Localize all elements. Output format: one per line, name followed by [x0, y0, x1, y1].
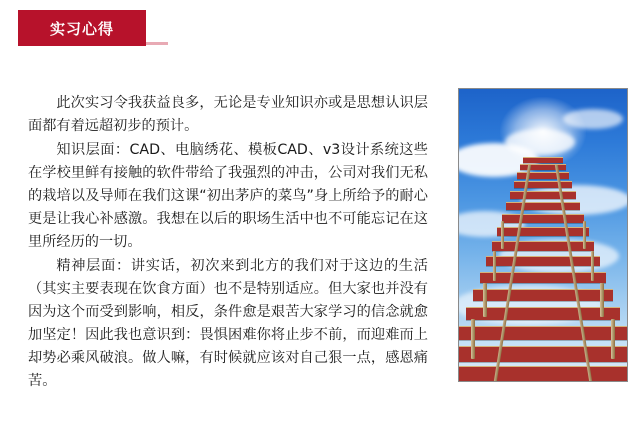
- paragraph-3: 精神层面：讲实话，初次来到北方的我们对于这边的生活（其实主要表现在饮食方面）也不是特别适应。但大家也并没有因为这个而受到影响，相反，条件愈是艰苦大家学习的信念就愈加坚定！因此我也意识到：畏惧困难你将止步不前，而迎难而上却势必乘风破浪。做人嘛，有时候就应该对自己狠一点，感恩痛苦。: [28, 258, 428, 389]
- stairs-graphic: [459, 151, 627, 381]
- title-underline: [146, 42, 168, 45]
- paragraph-1: 此次实习令我获益良多，无论是专业知识亦或是思想认识层面都有着远超初步的预计。: [28, 95, 428, 134]
- body-text-block: [28, 92, 428, 394]
- page-title: 实习心得: [49, 19, 114, 38]
- stairway-image: [458, 88, 628, 382]
- paragraph-2: 知识层面：CAD、电脑绣花、模板CAD、v3设计系统这些在学校里鲜有接触的软件带给了我强烈的冲击，公司对我们无私的栽培以及导师在我们这课“初出茅庐的菜鸟”身上所给予的耐心更是让我心补感激。我想在以后的职场生活中也不可能忘记在这里所经历的一切。: [28, 142, 428, 250]
- slide-title-banner: [18, 10, 146, 46]
